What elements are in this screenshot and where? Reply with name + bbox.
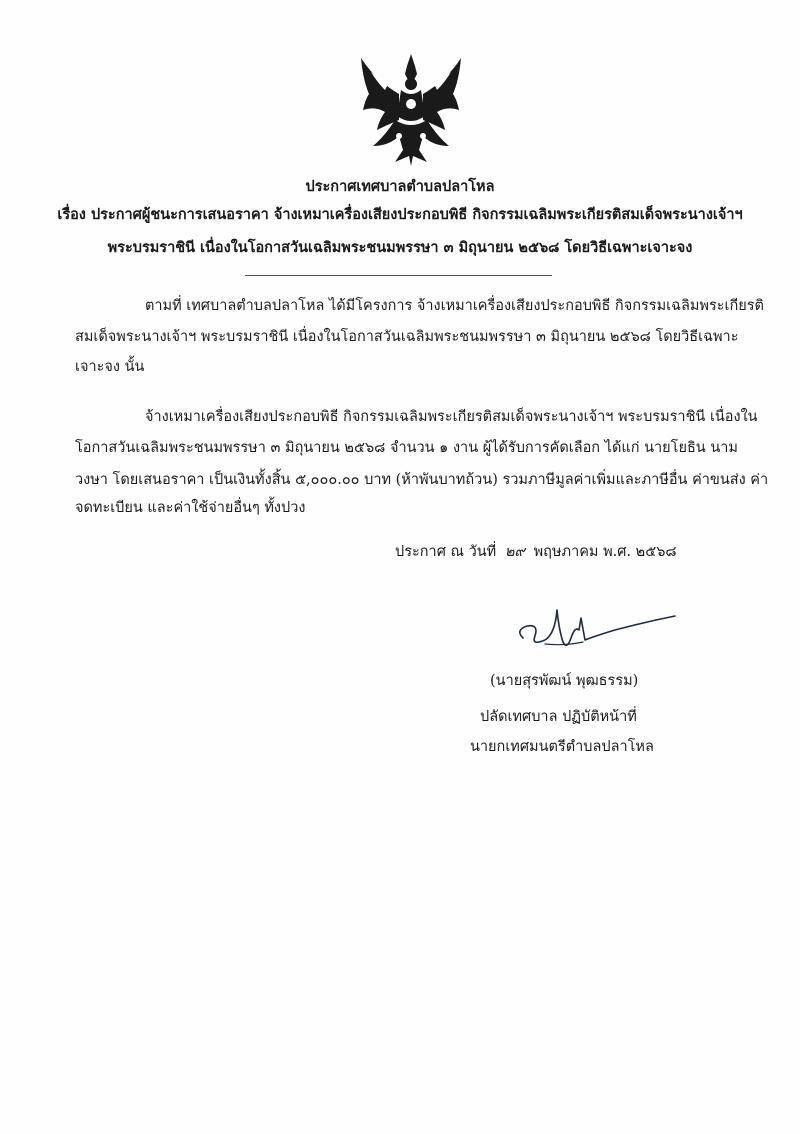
garuda-emblem-icon — [355, 50, 467, 168]
body-paragraph-2-line-4: จดทะเบียน และค่าใช้จ่ายอื่นๆ ทั้งปวง — [75, 500, 306, 516]
body-paragraph-2-line-3: วงษา โดยเสนอราคา เป็นเงินทั้งสิ้น ๕,๐๐๐.๐๐ บาท (ห้าพันบาทถ้วน) รวมภาษีมูลค่าเพิ่มและภาษีอื่น ค่าขนส่ง ค่า — [75, 472, 769, 488]
announce-month-year: พฤษภาคม พ.ศ. ๒๕๖๘ — [533, 544, 677, 560]
body-paragraph-2-line-2: โอกาสวันเฉลิมพระชนมพรรษา ๓ มิถุนายน ๒๕๖๘ จำนวน ๑ งาน ผู้ได้รับการคัดเลือก ได้แก่ นายโยธิน นาม — [75, 440, 738, 456]
body-paragraph-1-line-1: ตามที่ เทศบาลตำบลปลาโหล ได้มีโครงการ จ้างเหมาเครื่องเสียงประกอบพิธี กิจกรรมเฉลิมพระเกียรติ — [145, 298, 764, 314]
body-paragraph-2-line-1: จ้างเหมาเครื่องเสียงประกอบพิธี กิจกรรมเฉลิมพระเกียรติสมเด็จพระนางเจ้าฯ พระบรมราชินี เนื่องใน — [145, 409, 758, 425]
handwritten-signature — [505, 600, 685, 660]
issuer-title: ประกาศเทศบาลตำบลปลาโหล — [305, 178, 495, 195]
body-paragraph-1-line-3: เจาะจง นั้น — [75, 359, 145, 375]
subject-line-1: เรื่อง ประกาศผู้ชนะการเสนอราคา จ้างเหมาเครื่องเสียงประกอบพิธี กิจกรรมเฉลิมพระเกียรติสมเด็จพระนางเจ้าฯ — [57, 206, 743, 223]
body-paragraph-1-line-2: สมเด็จพระนางเจ้าฯ พระบรมราชินี เนื่องในโอกาสวันเฉลิมพระชนมพรรษา ๓ มิถุนายน ๒๕๖๘ โดยวิธีเฉพาะ — [75, 329, 739, 345]
signer-position-1: ปลัดเทศบาล ปฏิบัติหน้าที่ — [480, 709, 637, 725]
signer-name: (นายสุรพัฒน์ พุฒธรรม) — [490, 673, 639, 689]
title-divider — [245, 275, 552, 276]
subject-line-2: พระบรมราชินี เนื่องในโอกาสวันเฉลิมพระชนมพรรษา ๓ มิถุนายน ๒๕๖๘ โดยวิธีเฉพาะเจาะจง — [107, 239, 693, 256]
signer-position-2: นายกเทศมนตรีตำบลปลาโหล — [470, 739, 654, 755]
announcement-date — [395, 542, 677, 562]
announce-day: ๒๙ — [504, 544, 525, 560]
announce-prefix: ประกาศ ณ วันที่ — [395, 544, 497, 560]
